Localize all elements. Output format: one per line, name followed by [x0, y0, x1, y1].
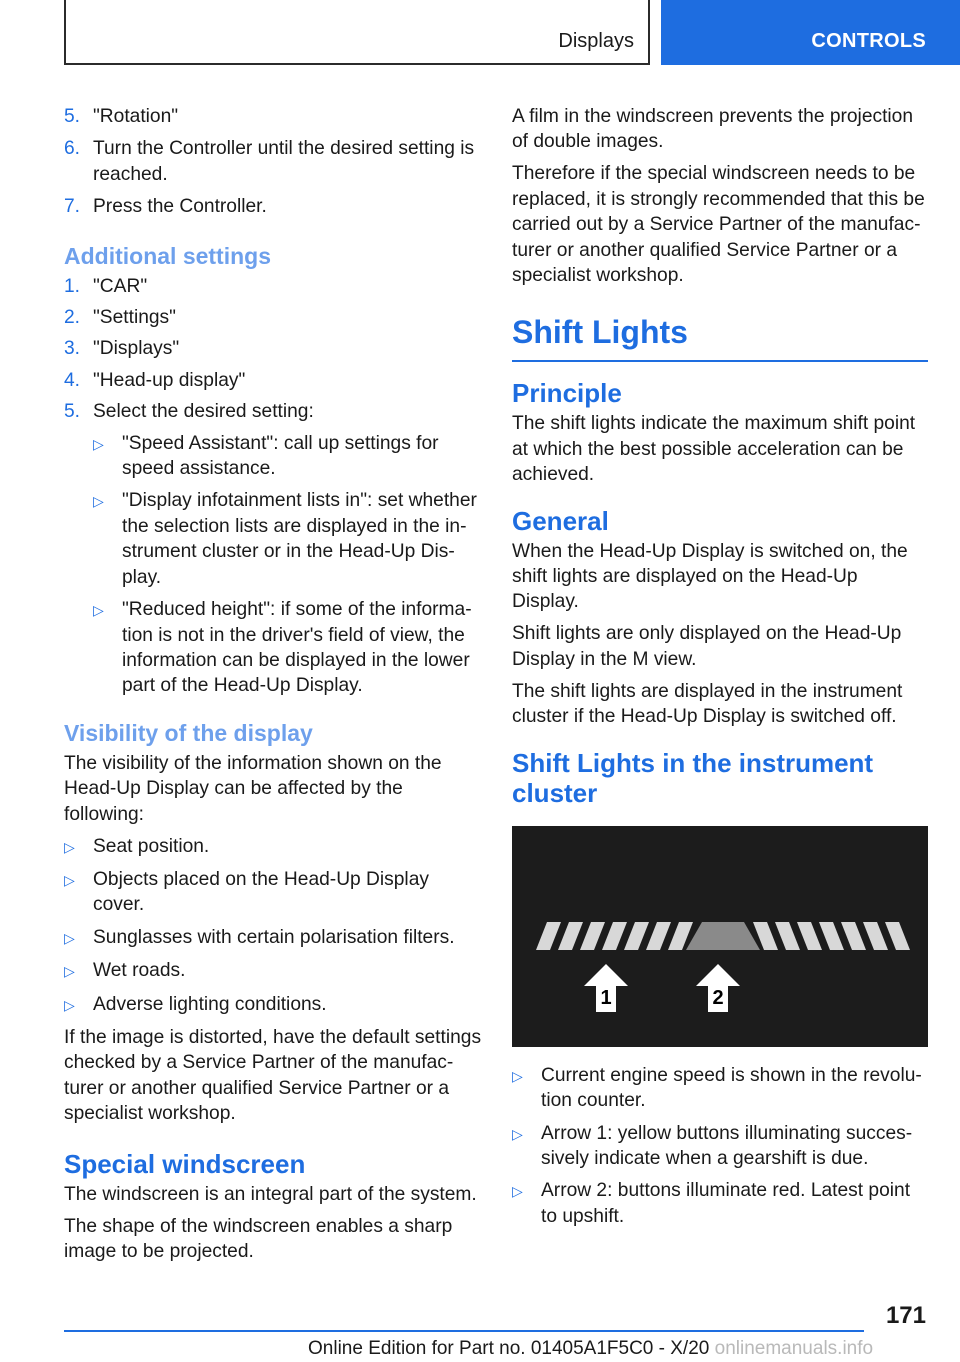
visibility-note: If the image is distorted, have the default settings checked by a Service Partner of the manufacturer or another qualified Service Partner or a specialist workshop. — [64, 1026, 482, 1125]
list-item: 4. "Head-up display" — [64, 369, 246, 391]
shift-lights-heading: Shift Lights — [512, 312, 928, 362]
list-item: ▷ Arrow 2: buttons illuminate red. Latest point to upshift. — [512, 1178, 928, 1229]
section-tab — [64, 0, 650, 65]
footer-divider — [64, 1330, 864, 1332]
list-item: ▷ Sunglasses with certain polarisation filters. — [64, 925, 482, 951]
list-item: 5. "Rotation" — [64, 106, 179, 127]
section-title: Displays — [558, 30, 634, 52]
windscreen-paragraph-2: The shape of the windscreen enables a sharp image to be projected. — [64, 1215, 453, 1262]
visibility-list — [64, 834, 482, 1018]
watermark: onlinemanuals.info — [714, 1338, 874, 1359]
triangle-bullet-icon: ▷ — [93, 435, 104, 452]
footer-edition — [308, 1338, 873, 1360]
triangle-bullet-icon: ▷ — [64, 996, 75, 1013]
triangle-bullet-icon: ▷ — [512, 1067, 523, 1084]
replace-paragraph: Therefore if the special windscreen needs to be replaced, it is strongly recommended that this be carried out by a Service Partner of the manufacturer or another qualified Service Partner or a specialist workshop. — [512, 163, 925, 287]
list-item: ▷ "Display infotainment lists in": set whether the selection lists are displayed in the instrument cluster or in the Head-Up Display. — [93, 488, 482, 590]
arrow-1-label: 1 — [600, 986, 612, 1009]
list-item: ▷ "Reduced height": if some of the information is not in the driver's field of view, the information can be displayed in the lower part of the Head-Up Display. — [93, 597, 482, 699]
list-item: 6. Turn the Controller until the desired setting is reached. — [64, 138, 475, 185]
arrow-2-label: 2 — [712, 986, 724, 1009]
cluster-list — [512, 1063, 928, 1229]
windscreen-paragraph-1: The windscreen is an integral part of the system. — [64, 1183, 477, 1205]
triangle-bullet-icon: ▷ — [93, 602, 104, 619]
cluster-heading: Shift Lights in the instrument cluster — [512, 747, 874, 808]
list-item: 5. Select the desired setting: — [64, 401, 314, 423]
general-paragraph-2: Shift lights are only displayed on the Head-Up Display in the M view. — [512, 623, 902, 670]
shift-lights-figure — [512, 826, 928, 1047]
right-column — [512, 104, 928, 1236]
list-item: ▷ Seat position. — [64, 834, 482, 860]
visibility-intro: The visibility of the information shown on the Head-Up Display can be affected by the following: — [64, 752, 442, 825]
film-paragraph: A film in the windscreen prevents the projection of double images. — [512, 106, 914, 153]
chapter-tab — [661, 0, 960, 65]
shift-lights-illustration — [512, 826, 928, 1047]
general-paragraph-3: The shift lights are displayed in the instrument cluster if the Head-Up Display is switched off. — [512, 680, 903, 728]
list-item: ▷ Arrow 1: yellow buttons illuminating successively indicate when a gearshift is due. — [512, 1121, 928, 1172]
triangle-bullet-icon: ▷ — [512, 1183, 523, 1200]
list-item: ▷ Adverse lighting conditions. — [64, 992, 482, 1018]
chapter-title: CONTROLS — [811, 30, 926, 52]
list-item: ▷ Current engine speed is shown in the revolution counter. — [512, 1063, 928, 1114]
triangle-bullet-icon: ▷ — [512, 1125, 523, 1142]
setting-options-list — [64, 431, 482, 699]
list-item: 7. Press the Controller. — [64, 196, 267, 218]
triangle-bullet-icon: ▷ — [64, 929, 75, 946]
steps-list-b — [64, 274, 482, 425]
list-item: 2. "Settings" — [64, 307, 176, 329]
triangle-bullet-icon: ▷ — [64, 963, 75, 980]
edition-text: Online Edition for Part no. 01405A1F5C0 - X/20 — [308, 1338, 710, 1359]
visibility-heading: Visibility of the display — [64, 719, 313, 746]
triangle-bullet-icon: ▷ — [64, 838, 75, 855]
list-item: ▷ Wet roads. — [64, 958, 482, 984]
list-item: ▷ "Speed Assistant": call up settings for speed assistance. — [93, 431, 482, 482]
special-windscreen-heading: Special windscreen — [64, 1148, 306, 1179]
left-column — [64, 104, 482, 1271]
steps-list-a — [64, 104, 482, 220]
list-item: 3. "Displays" — [64, 338, 180, 360]
general-heading: General — [512, 505, 609, 536]
page-number: 171 — [885, 1302, 926, 1329]
list-item: 1. "CAR" — [64, 275, 148, 297]
principle-paragraph: The shift lights indicate the maximum shift point at which the best possible acceleration can be achieved. — [512, 413, 916, 486]
principle-heading: Principle — [512, 378, 622, 409]
list-item: ▷ Objects placed on the Head-Up Display cover. — [64, 867, 482, 918]
triangle-bullet-icon: ▷ — [93, 493, 104, 510]
additional-settings-heading: Additional settings — [64, 242, 271, 269]
general-paragraph-1: When the Head-Up Display is switched on, the shift lights are displayed on the Head-Up Display. — [512, 540, 908, 613]
triangle-bullet-icon: ▷ — [64, 871, 75, 888]
